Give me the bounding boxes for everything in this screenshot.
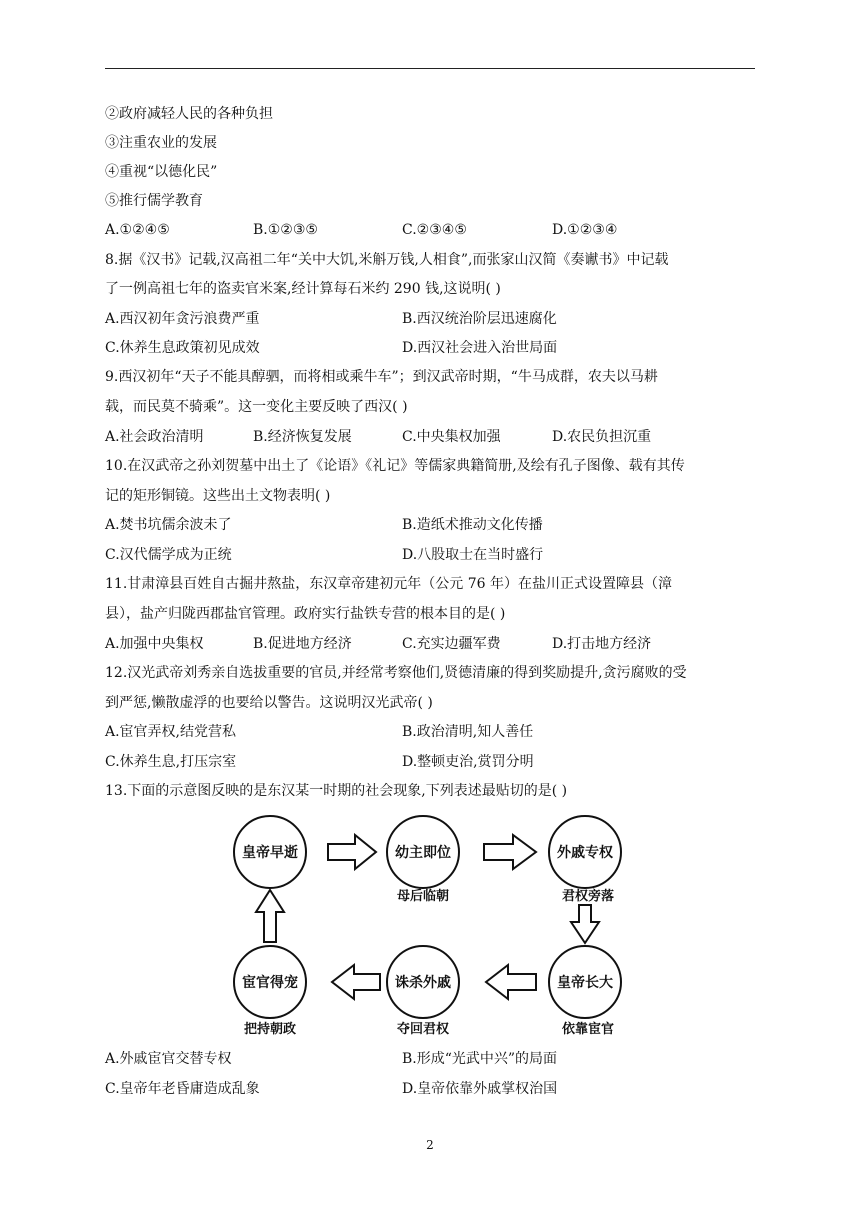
- q12-option-d: D.整顿吏治,赏罚分明: [402, 754, 534, 770]
- arrow-left-1: [486, 965, 536, 999]
- arrow-right-2: [484, 835, 536, 869]
- q13-stem: 13.下面的示意图反映的是东汉某一时期的社会现象,下列表述最贴切的是( ): [105, 783, 568, 799]
- q10-option-b: B.造纸术推动文化传播: [402, 517, 543, 533]
- arrow-right-1: [328, 835, 376, 869]
- node-3-caption: 君权旁落: [561, 889, 615, 904]
- item-5: ⑤推行儒学教育: [105, 193, 203, 209]
- item-4: ④重视“以德化民”: [105, 164, 218, 180]
- arrow-left-2: [332, 965, 380, 999]
- node-2-caption: 母后临朝: [396, 889, 450, 904]
- q8-option-a: A.西汉初年贪污浪费严重: [105, 311, 260, 327]
- node-4-caption: 依靠宦官: [561, 1022, 615, 1037]
- q10-stem-line2: 记的矩形铜镜。这些出土文物表明( ): [105, 488, 331, 504]
- q13-option-a: A.外戚宦官交替专权: [105, 1051, 232, 1067]
- q10-stem-line1: 10.在汉武帝之孙刘贺墓中出土了《论语》《礼记》等儒家典籍简册,及绘有孔子图像、载有其传: [105, 458, 685, 474]
- node-3-label: 外戚专权: [557, 845, 613, 861]
- q8-option-c: C.休养生息政策初见成效: [105, 340, 260, 356]
- item-3: ③注重农业的发展: [105, 135, 217, 151]
- q9-stem-line2: 载，而民莫不骑乘”。这一变化主要反映了西汉( ): [105, 399, 408, 415]
- q13-option-b: B.形成“光武中兴”的局面: [402, 1051, 558, 1067]
- q13-option-d: D.皇帝依靠外戚掌权治国: [402, 1081, 558, 1097]
- q9-option-b: B.经济恢复发展: [253, 429, 352, 445]
- q11-stem-line1: 11.甘肃漳县百姓自古掘井熬盐，东汉章帝建初元年（公元 76 年）在盐川正式设置障县（漳: [105, 576, 672, 592]
- q8-option-b: B.西汉统治阶层迅速腐化: [402, 311, 557, 327]
- page-number: 2: [426, 1138, 434, 1152]
- node-5-caption: 夺回君权: [396, 1022, 450, 1037]
- q8-option-d: D.西汉社会进入治世局面: [402, 340, 558, 356]
- arrow-down: [571, 905, 599, 943]
- q11-option-a: A.加强中央集权: [105, 636, 204, 652]
- q11-stem-line2: 县），盐产归陇西郡盐官管理。政府实行盐铁专营的根本目的是( ): [105, 606, 506, 622]
- item-2: ②政府减轻人民的各种负担: [105, 106, 273, 122]
- q10-option-d: D.八股取士在当时盛行: [402, 547, 544, 563]
- q10-option-a: A.焚书坑儒余波未了: [105, 517, 232, 533]
- q12-option-a: A.宦官弄权,结党营私: [105, 724, 237, 740]
- arrow-up: [256, 890, 284, 942]
- q11-option-b: B.促进地方经济: [253, 636, 352, 652]
- q7-option-c: C.②③④⑤: [402, 222, 467, 238]
- q7-option-d: D.①②③④: [552, 222, 618, 238]
- q9-option-d: D.农民负担沉重: [552, 429, 652, 445]
- q8-stem-line2: 了一例高祖七年的盗卖官米案,经计算每石米约 290 钱,这说明( ): [105, 281, 501, 297]
- q11-option-c: C.充实边疆军费: [402, 636, 501, 652]
- q7-option-a: A.①②④⑤: [105, 222, 170, 238]
- q9-option-a: A.社会政治清明: [105, 429, 204, 445]
- q9-stem-line1: 9.西汉初年“天子不能具醇驷，而将相或乘牛车”；到汉武帝时期，“牛马成群，农夫以马耕: [105, 369, 658, 385]
- node-1-label: 皇帝早逝: [242, 845, 298, 861]
- q9-option-c: C.中央集权加强: [402, 429, 501, 445]
- q10-option-c: C.汉代儒学成为正统: [105, 547, 232, 563]
- q12-stem-line1: 12.汉光武帝刘秀亲自选拔重要的官员,并经常考察他们,贤德清廉的得到奖励提升,贪污腐败的受: [105, 665, 687, 681]
- node-2-label: 幼主即位: [395, 845, 451, 861]
- q12-option-b: B.政治清明,知人善任: [402, 724, 534, 740]
- q11-option-d: D.打击地方经济: [552, 636, 652, 652]
- node-5-label: 诛杀外戚: [395, 975, 451, 991]
- node-6-caption: 把持朝政: [243, 1022, 297, 1037]
- node-6-label: 宦官得宠: [242, 975, 298, 991]
- node-4-label: 皇帝长大: [557, 975, 613, 991]
- q13-option-c: C.皇帝年老昏庸造成乱象: [105, 1081, 260, 1097]
- q12-stem-line2: 到严惩,懒散虚浮的也要给以警告。这说明汉光武帝( ): [105, 695, 433, 711]
- q8-stem-line1: 8.据《汉书》记载,汉高祖二年“关中大饥,米斛万钱,人相食”,而张家山汉简《奏谳书》中记载: [105, 252, 669, 268]
- q7-option-b: B.①②③⑤: [253, 222, 318, 238]
- q12-option-c: C.休养生息,打压宗室: [105, 754, 237, 770]
